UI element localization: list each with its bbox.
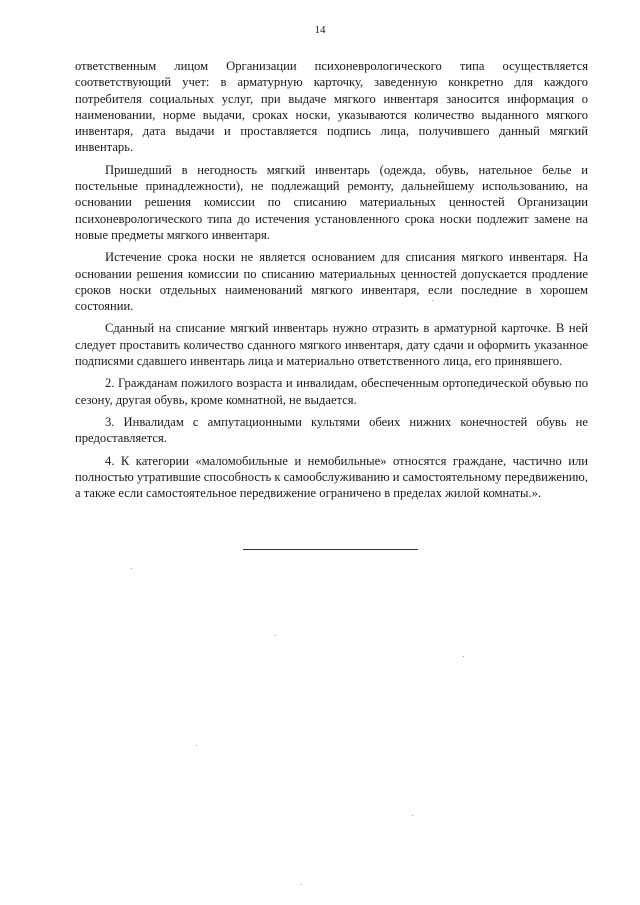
paragraph-4: Сданный на списание мягкий инвентарь нужно отразить в арматурной карточке. В ней следует проставить количество сданного мягкого инвентаря, дату сдачи и оформить указанное подписями сдавшего инвентарь лица и материально ответственного лица, его принявшего. bbox=[75, 321, 588, 369]
scan-speck bbox=[301, 884, 302, 885]
paragraph-5: 2. Гражданам пожилого возраста и инвалидам, обеспеченным ортопедической обувью по сезону, другая обувь, кроме комнатной, не выдается. bbox=[75, 376, 588, 407]
scan-speck bbox=[131, 568, 132, 569]
scan-speck bbox=[432, 300, 433, 301]
paragraph-3: Истечение срока носки не является основанием для списания мягкого инвентаря. На основании решения комиссии по списанию материальных ценностей допускается продление сроков носки отдельных наименований мягкого инвентаря, если последние в хорошем состоянии. bbox=[75, 250, 588, 314]
scan-speck bbox=[412, 815, 413, 816]
page-number: 14 bbox=[314, 24, 326, 36]
paragraph-7: 4. К категории «маломобильные и немобильные» относятся граждане, частично или полностью утратившие способность к самообслуживанию и самостоятельному передвижению, а также если самостоятельное передвижение ограничено в пределах жилой комнаты.». bbox=[75, 453, 588, 501]
paragraph-1: ответственным лицом Организации психоневрологического типа осуществляется соответствующий учет: в арматурную карточку, заведенную конкретно для каждого потребителя социальных услуг, при выдаче мягкого инвентаря заносится информация о наименовании, норме выдачи, сроках носки, указываются количество выданного мягкого инвентаря, дата выдачи и проставляется подпись лица, получившего данный мягкий инвентарь. bbox=[75, 59, 588, 155]
scan-speck bbox=[275, 635, 276, 636]
scan-speck bbox=[463, 656, 464, 657]
paragraph-2: Пришедший в негодность мягкий инвентарь (одежда, обувь, нательное белье и постельные принадлежности), не подлежащий ремонту, дальнейшему использованию, на основании решения комиссии по списанию материальных ценностей Организации психоневрологического типа до истечения установленного срока носки подлежит замене на новые предметы мягкого инвентаря. bbox=[75, 162, 588, 242]
document-body bbox=[75, 58, 588, 507]
scan-speck bbox=[196, 745, 197, 746]
closing-rule bbox=[243, 549, 418, 550]
paragraph-6: 3. Инвалидам с ампутационными культями обеих нижних конечностей обувь не предоставляется. bbox=[75, 414, 588, 446]
